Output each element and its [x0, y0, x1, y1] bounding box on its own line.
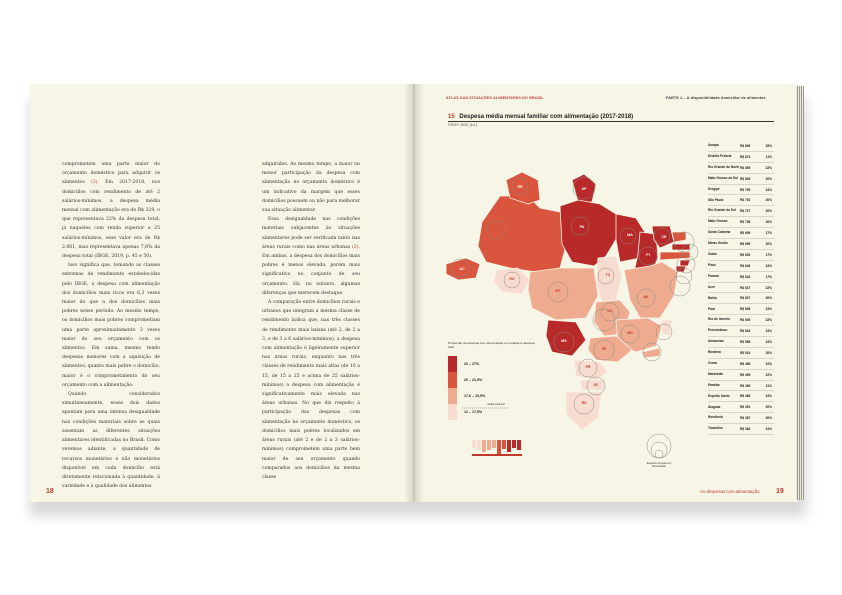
table-row	[708, 337, 774, 348]
table-cell-state: Ceará	[708, 360, 717, 365]
table-cell-value: R$ 384	[740, 427, 751, 432]
table-cell-value: R$ 859	[740, 165, 751, 170]
table-cell-value: R$ 874	[740, 154, 751, 159]
table-cell-state: Sergipe	[708, 186, 720, 191]
label-ac: AC	[459, 267, 465, 271]
paragraph: A comparação entre domicílios rurais e urbanos que integram a mesma classe de rendimento indica que, nas três classes de rendimento mais baixas (até 2, de 2 a 3, e de 3 a 6 salários-mínimos), a despesa com alimentação é ligeiramente superior nas áreas rurais, enquanto nas três classes de rendimento mais altas (de 10 a 15, de 15 a 25 e acima de 25 salários-mínimos) a despesa com alimentação é significativamente mais elevada nas áreas urbanas. No que diz respeito à participação das despesas com alimentação no orçamento doméstico, os domicílios mais pobres localizados em áreas rurais (até 2 e de 2 a 3 salários-mínimos) comprometem uma parte bem maior de seu orçamento quando comparados aos domicílios da mesma classe	[262, 300, 360, 480]
table-row	[708, 381, 774, 392]
label-pi: PI	[646, 253, 650, 257]
state-to	[596, 256, 622, 302]
table-cell-value: R$ 895	[740, 143, 751, 148]
table-cell-value: R$ 727	[740, 209, 751, 214]
figure-title-text: Despesa média mensal familiar com alimentação (2017-2018)	[459, 114, 634, 120]
table-row	[708, 293, 774, 304]
footer-section-title: As despesas com alimentação	[700, 489, 760, 494]
table-cell-state: Piauí	[708, 262, 716, 267]
legend-swatch	[448, 372, 457, 388]
table-cell-state: Rio Grande do Sul	[708, 208, 736, 213]
table-cell-value: R$ 387	[740, 416, 751, 421]
table-row	[708, 163, 774, 174]
label-ma: MA	[627, 233, 633, 237]
table-row	[708, 239, 774, 250]
table-cell-state: Bahia	[708, 295, 717, 300]
table-cell-state: Acre	[708, 284, 716, 289]
table-cell-value: R$ 642	[740, 274, 751, 279]
table-cell-percent: 20%	[765, 416, 772, 421]
table-cell-state: Pernambuco	[708, 328, 728, 333]
table-row	[708, 195, 774, 206]
legend-label: 12 – 17,5%	[464, 410, 483, 414]
label-sp: SP	[601, 347, 607, 351]
paragraph: comprometem uma parte maior do orçamento doméstico para adquirir os alimentos (3). Em 2017-2018, nos domicílios com rendimento de até 2 salários-mínimos, a despesa média mensal com alimentação era de R$ 329, o que representava 22% da despesa total; já naqueles com renda superior a 25 salários-mínimos, esse valor era de R$ 2.061, mas representava apenas 7,6% da despesa total (IBGE, 2019, p. 45 e 50).	[62, 162, 160, 260]
label-rs: RS	[581, 401, 587, 405]
table-cell-value: R$ 699	[740, 231, 751, 236]
page-number-right: 19	[776, 488, 784, 495]
table-cell-value: R$ 524	[740, 350, 751, 355]
table-cell-percent: 24%	[765, 427, 772, 432]
table-cell-percent: 21%	[765, 383, 772, 388]
table-cell-percent: 22%	[765, 285, 772, 290]
table-cell-percent: 20%	[765, 176, 772, 181]
state-pb	[672, 244, 690, 250]
state-al	[680, 260, 690, 266]
table-cell-percent: 17%	[765, 231, 772, 236]
table-cell-percent: 24%	[765, 263, 772, 268]
table-cell-state: Minas Gerais	[708, 241, 728, 246]
label-sc: SC	[593, 383, 599, 387]
table-row	[708, 402, 774, 413]
label-rr: RR	[517, 185, 523, 189]
paragraph: adquiridos. Ao mesmo tempo, a maior ou menor participação da despesa com alimentação no orçamento doméstico é um indicativo da margem que esses domicílios possuem ou não para melhorar sua situação alimentar.	[262, 162, 360, 214]
table-row	[708, 348, 774, 359]
table-cell-value: R$ 752	[740, 198, 751, 203]
table-cell-percent: 23%	[765, 307, 772, 312]
legend-label: 17,6 – 19,9%	[464, 394, 486, 398]
label-mg: MG	[627, 331, 633, 335]
table-cell-value: R$ 646	[740, 263, 751, 268]
label-go: GO	[607, 309, 613, 313]
legend-label: 20 – 21,9%	[464, 378, 483, 382]
table-cell-state: Distrito Federal	[708, 154, 732, 159]
table-cell-percent: 22%	[765, 165, 772, 170]
table-cell-value: R$ 496	[740, 383, 751, 388]
citation-marker: (3)	[352, 244, 359, 250]
table-cell-state: Mato Grosso do Sul	[708, 175, 739, 180]
label-ba: BA	[643, 295, 649, 299]
state-rs	[566, 392, 602, 430]
table-cell-value: R$ 795	[740, 187, 751, 192]
table-row	[708, 217, 774, 228]
table-cell-state: Alagoas	[708, 404, 721, 409]
table-cell-value: R$ 806	[740, 176, 751, 181]
paragraph: Isso significa que, tomando as classes extremas de rendimento estabelecidas pelo IBGE, a despesa com alimentação dos domicílios mais ricos era 6,3 vezes maior do que a dos domicílios mais pobres nesse período. Ao mesmo tempo, os domicílios mais pobres comprometiam uma parte aproximadamente 3 vezes maior do seu orçamento com os alimentos. Em suma, mesmo tendo despesas menores com a aquisição de alimentos, quanto mais pobre o domicílio, maior é o comprometimento do seu orçamento com a alimentação.	[62, 263, 160, 388]
label-pa: PA	[579, 225, 585, 229]
legend-label: 22 – 27%	[464, 362, 480, 366]
table-row	[708, 174, 774, 185]
table-row	[708, 206, 774, 217]
label-ap: AP	[581, 187, 587, 191]
table-cell-percent: 17%	[765, 252, 772, 257]
table-cell-value: R$ 391	[740, 405, 751, 410]
table-cell-value: R$ 498	[740, 361, 751, 366]
table-row	[708, 413, 774, 424]
paragraph: Quando considerados simultaneamente, esses dois dados apontam para uma intensa desigualdade nas condições materiais sobre as quais assentam as diferentes situações alimentares identificadas no Brasil. Como veremos adiante, a quantidade de recursos monetários e não monetários disponível em cada domicílio está diretamente relacionada à quantidade, à variedade e à qualidade dos alimentos	[62, 392, 160, 490]
label-ce: CE	[661, 235, 667, 239]
table-cell-state: Maranhão	[708, 371, 724, 376]
table-cell-state: Paraíba	[708, 382, 720, 387]
table-cell-percent: 22%	[765, 361, 772, 366]
table-cell-percent: 24%	[765, 187, 772, 192]
table-cell-value: R$ 605	[740, 318, 751, 323]
table-cell-percent: 11%	[765, 154, 772, 159]
table-row	[708, 359, 774, 370]
legend-item	[448, 404, 482, 420]
label-to: TO	[605, 273, 611, 277]
label-ms: MS	[561, 339, 567, 343]
table-row	[708, 272, 774, 283]
table-cell-percent: 17%	[765, 274, 772, 279]
table-row	[708, 315, 774, 326]
table-cell-state: Mato Grosso	[708, 219, 728, 224]
table-cell-state: Paraná	[708, 273, 719, 278]
table-row	[708, 250, 774, 261]
table-row	[708, 326, 774, 337]
table-row	[708, 228, 774, 239]
table-cell-value: R$ 499	[740, 372, 751, 377]
national-mean-label: média nacional	[487, 403, 505, 406]
label-pr: PR	[585, 365, 591, 369]
legend-item	[448, 356, 479, 372]
bubble-size-legend	[647, 434, 671, 458]
table-cell-percent: 25%	[765, 143, 772, 148]
state-ms	[546, 320, 586, 356]
table-cell-percent: 23%	[765, 329, 772, 334]
table-cell-state: São Paulo	[708, 197, 724, 202]
table-cell-percent: 23%	[765, 339, 772, 344]
table-cell-percent: 22%	[765, 372, 772, 377]
table-cell-percent: 20%	[765, 296, 772, 301]
table-cell-state: Rio Grande do Norte	[708, 164, 740, 169]
state-sc	[580, 380, 604, 390]
legend-swatch	[448, 388, 457, 404]
label-ro: RO	[509, 277, 515, 281]
table-cell-percent: 20%	[765, 209, 772, 214]
state-mt	[528, 268, 598, 320]
table-cell-value: R$ 637	[740, 285, 751, 290]
table-cell-value: R$ 466	[740, 394, 751, 399]
table-cell-state: Rondônia	[708, 415, 723, 420]
table-cell-value: R$ 627	[740, 296, 751, 301]
running-head-left: ATLAS DAS SITUAÇÕES ALIMENTARES NO BRASIL	[446, 96, 544, 100]
table-row	[708, 283, 774, 294]
table-row	[708, 424, 774, 435]
table-cell-state: Santa Catarina	[708, 230, 731, 235]
table-cell-percent: 20%	[765, 405, 772, 410]
table-row	[708, 261, 774, 272]
table-cell-state: Roraima	[708, 350, 721, 355]
table-row	[708, 370, 774, 381]
legend-title: Proporção da despesa com alimentação em relação à despesa total	[448, 341, 535, 349]
legend-item	[448, 388, 485, 404]
table-cell-state: Tocantins	[708, 426, 723, 431]
table-cell-state: Amazonas	[708, 339, 724, 344]
table-cell-value: R$ 608	[740, 307, 751, 312]
legend-histogram	[472, 440, 522, 456]
figure-source: FONTE: IBGE, [s.d.].	[448, 123, 478, 127]
state-ba	[624, 262, 678, 318]
state-es	[662, 320, 672, 336]
table-cell-value: R$ 558	[740, 339, 751, 344]
table-row	[708, 141, 774, 152]
expenditure-table	[708, 141, 774, 435]
table-row	[708, 391, 774, 402]
table-cell-state: Pará	[708, 306, 715, 311]
state-pa	[560, 200, 618, 266]
table-cell-value: R$ 652	[740, 252, 751, 257]
legend-swatch	[448, 404, 457, 420]
page-number-left: 18	[46, 488, 54, 495]
table-cell-value: R$ 708	[740, 220, 751, 225]
label-mt: MT	[555, 289, 561, 293]
table-cell-state: Rio de Janeiro	[708, 317, 730, 322]
table-cell-percent: 20%	[765, 241, 772, 246]
table-cell-state: Goiás	[708, 252, 717, 257]
table-cell-percent: 22%	[765, 318, 772, 323]
table-cell-state: Espírito Santo	[708, 393, 730, 398]
table-cell-state: Amapá	[708, 143, 719, 148]
table-cell-percent: 20%	[765, 198, 772, 203]
legend-swatch	[448, 356, 457, 372]
table-cell-percent: 20%	[765, 350, 772, 355]
paragraph: Essa desigualdade nas condições materiais subjacentes às situações alimentares pode ser verificada tanto nas áreas rurais como nas áreas urbanas (3). Em ambas, a despesa dos domicílios mais pobres é menos elevada, porém mais significativa no conjunto de seu orçamento. Há, no entanto, algumas diferenças que merecem destaque.	[262, 217, 360, 296]
table-row	[708, 152, 774, 163]
table-row	[708, 185, 774, 196]
legend-item	[448, 372, 482, 388]
table-cell-percent: 24%	[765, 394, 772, 399]
table-cell-percent: 20%	[765, 220, 772, 225]
table-cell-value: R$ 659	[740, 241, 751, 246]
table-cell-value: R$ 604	[740, 329, 751, 334]
table-row	[708, 304, 774, 315]
state-am	[478, 196, 568, 272]
running-head-right: PARTE 1 – A disponibilidade domiciliar de alimentos	[666, 96, 766, 100]
figure-number: 15	[448, 114, 455, 120]
bubble-legend-label: despesa mensal com alimentação	[646, 462, 672, 469]
citation-marker: (3)	[90, 180, 98, 186]
